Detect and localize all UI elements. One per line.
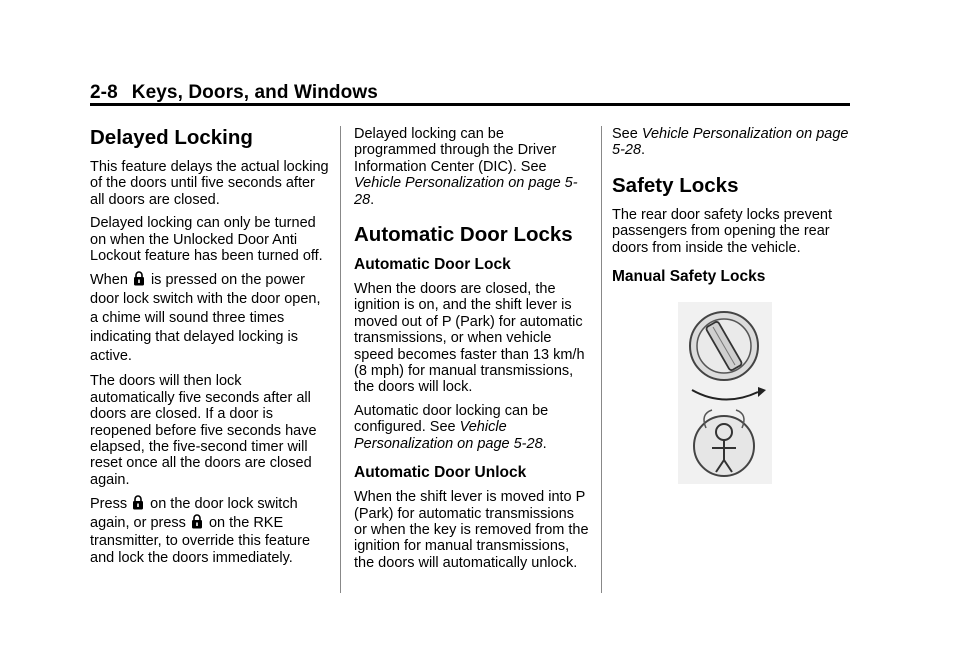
paragraph: When is pressed on the power door lock switch with the door open, a chime will sound three times indicating that delayed locking is active. bbox=[90, 272, 321, 365]
lock-icon bbox=[133, 271, 145, 286]
cross-reference-link[interactable]: Vehicle Personalization on page 5-28 bbox=[612, 126, 849, 159]
page-number: 2-8 bbox=[90, 82, 118, 103]
paragraph: See Vehicle Personalization on page 5-28. bbox=[612, 126, 849, 159]
paragraph: Delayed locking can be programmed through the Driver Information Center (DIC). See Vehicle Personalization on page 5-28. bbox=[354, 126, 578, 208]
cross-reference-link[interactable]: Vehicle Personalization on page 5-28 bbox=[354, 175, 578, 208]
paragraph: Automatic door locking can be configured. See Vehicle Personalization on page 5-28. bbox=[354, 402, 549, 452]
paragraph: When the doors are closed, the ignition is on, and the shift lever is moved out of P (Park) for automatic transmissions, or when vehicle speed becomes faster than 13 km/h (8 mph) for manual transmissions, the doors will lock. bbox=[354, 281, 585, 396]
column-1 bbox=[90, 126, 330, 573]
lock-icon bbox=[191, 514, 203, 529]
section-title: Keys, Doors, and Windows bbox=[131, 82, 378, 103]
paragraph: This feature delays the actual locking of the doors until five seconds after all doors are closed. bbox=[90, 159, 329, 208]
paragraph: The doors will then lock automatically five seconds after all doors are closed. If a door is reopened before five seconds have elapsed, the five-second timer will reset once all the doors are closed again. bbox=[90, 373, 317, 488]
paragraph: When the shift lever is moved into P (Park) for automatic transmissions or when the key is removed from the ignition for manual transmissions, the doors will automatically unlock. bbox=[354, 489, 589, 571]
heading-delayed-locking: Delayed Locking bbox=[90, 126, 253, 149]
column-2 bbox=[354, 126, 590, 578]
heading-safety-locks: Safety Locks bbox=[612, 173, 739, 197]
paragraph: The rear door safety locks prevent passengers from opening the rear doors from inside the vehicle. bbox=[612, 206, 833, 256]
subheading-manual-safety-locks: Manual Safety Locks bbox=[612, 268, 766, 286]
paragraph: Press on the door lock switch again, or press on the RKE transmitter, to override this feature and lock the doors immediately. bbox=[90, 496, 311, 566]
column-divider-2 bbox=[601, 126, 602, 593]
cross-reference-link[interactable]: Vehicle Personalization on page 5-28 bbox=[354, 419, 543, 452]
column-divider-1 bbox=[340, 126, 341, 593]
subheading-automatic-door-lock: Automatic Door Lock bbox=[354, 256, 511, 274]
safety-lock-switch-illustration bbox=[678, 302, 772, 484]
header-rule bbox=[90, 103, 850, 106]
lock-icon bbox=[132, 495, 144, 510]
column-3 bbox=[612, 126, 852, 293]
page-header bbox=[90, 82, 378, 104]
subheading-automatic-door-unlock: Automatic Door Unlock bbox=[354, 464, 527, 482]
paragraph: Delayed locking can only be turned on when the Unlocked Door Anti Lockout feature has been turned off. bbox=[90, 215, 323, 265]
heading-automatic-door-locks: Automatic Door Locks bbox=[354, 223, 573, 247]
